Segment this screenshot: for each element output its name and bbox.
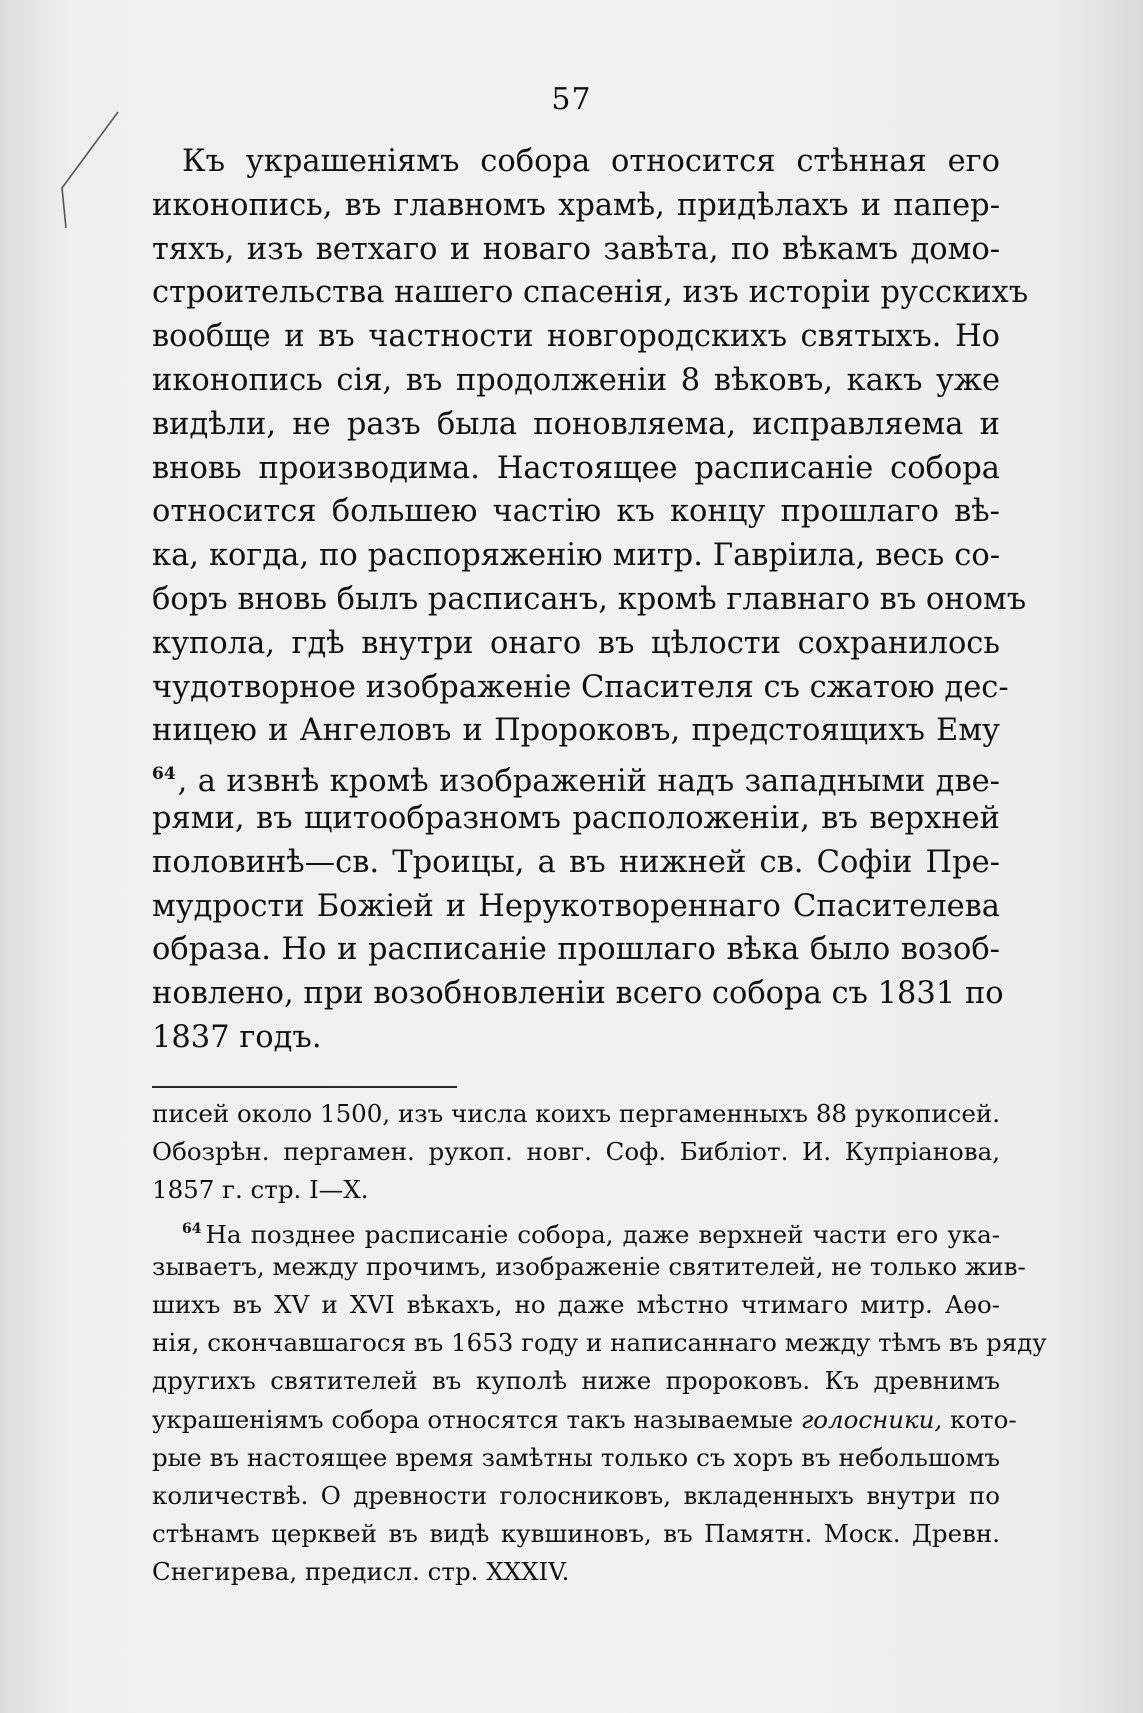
text-line: рями, въ щитообразномъ расположеніи, въ верхней (152, 800, 1000, 836)
footnote-line: нія, скончавшагося въ 1653 году и написаннаго между тѣмъ въ ряду (152, 1328, 1047, 1358)
text-line-with-footnote-ref (152, 753, 1000, 800)
text-line: относится большею частію къ концу прошлаго вѣ- (152, 494, 1000, 530)
text-line: вообще и въ частности новгородскихъ святыхъ. Но (152, 319, 1000, 355)
text-line: иконопись, въ главномъ храмѣ, придѣлахъ и папер- (152, 187, 1000, 223)
text-line: образа. Но и расписаніе прошлаго вѣка было возоб- (152, 932, 1000, 968)
footnote-ref-64[interactable]: 64 (152, 764, 176, 785)
footnote-64-text: На позднее расписаніе собора, даже верхней части его ука- (205, 1219, 1000, 1249)
text-line: Къ украшеніямъ собора относится стѣнная его (182, 144, 1000, 179)
text-line: новлено, при возобновленіи всего собора съ 1831 по (152, 976, 1004, 1012)
footnote-italic-term: голосники, (800, 1404, 943, 1434)
footnote-divider (152, 1086, 457, 1088)
text-line: видѣли, не разъ была поновляема, исправляема и (152, 406, 1000, 442)
main-text (152, 140, 1029, 1060)
text-line: строительства нашего спасенія, изъ исторіи русскихъ (152, 275, 1029, 311)
text-line: вновь производима. Настоящее расписаніе собора (152, 450, 1000, 486)
text-line: мудрости Божіей и Нерукотвореннаго Спасителева (152, 888, 1000, 924)
text-line: 1837 годъ. (152, 1019, 322, 1055)
text-line-remainder: , а извнѣ кромѣ изображеній надъ западными две- (177, 764, 1000, 800)
footnote-line-with-italic (152, 1401, 1017, 1439)
footnote-line: рые въ настоящее время замѣтны только съ хоръ въ небольшомъ (152, 1442, 1000, 1472)
footnote-line: Снегирева, предисл. стр. XXXIV. (152, 1557, 570, 1587)
text-line: половинѣ—св. Троицы, а въ нижней св. Софіи Пре- (152, 844, 1000, 880)
footnote-64-first-line (152, 1210, 1000, 1248)
footnote-line: Обозрѣн. пергамен. рукоп. новг. Соф. Библіот. И. Купріанова, (152, 1137, 1000, 1167)
text-line: иконопись сія, въ продолженіи 8 вѣковъ, какъ уже (152, 362, 1000, 398)
footnote-text-before: украшеніямъ собора относятся такъ называемые (152, 1404, 801, 1434)
text-line: ка, когда, по распоряженію митр. Гавріила, весь со- (152, 538, 1000, 574)
footnote-line: стѣнамъ церквей въ видѣ кувшиновъ, въ Памятн. Моск. Древн. (152, 1519, 1000, 1549)
text-line: боръ вновь былъ расписанъ, кромѣ главнаго въ ономъ (152, 581, 1027, 617)
footnote-line: 1857 г. стр. I—X. (152, 1175, 369, 1205)
page-number: 57 (551, 82, 592, 117)
footnotes (152, 1095, 1047, 1591)
text-line: чудотворное изображеніе Спасителя съ сжатою дес- (152, 669, 1009, 705)
text-line: тяхъ, изъ ветхаго и новаго завѣта, по вѣкамъ домо- (152, 231, 1000, 267)
footnote-text-after: кото- (942, 1404, 1017, 1434)
pencil-mark (60, 110, 140, 230)
footnote-line: писей около 1500, изъ числа коихъ пергаменныхъ 88 рукописей. (152, 1099, 1000, 1128)
footnote-line: другихъ святителей въ куполѣ ниже пророковъ. Къ древнимъ (152, 1366, 1000, 1396)
footnote-line: зываетъ, между прочимъ, изображеніе святителей, не только жив- (152, 1251, 1026, 1281)
footnote-mark-64: 64 (182, 1220, 202, 1237)
text-line: купола, гдѣ внутри онаго въ цѣлости сохранилось (152, 625, 1000, 661)
text-line: ницею и Ангеловъ и Пророковъ, предстоящихъ Ему (152, 713, 1000, 749)
footnote-line: количествѣ. О древности голосниковъ, вкладенныхъ внутри по (152, 1480, 1000, 1510)
footnote-line: шихъ въ XV и XVI вѣкахъ, но даже мѣстно чтимаго митр. Аѳо- (152, 1289, 1000, 1319)
